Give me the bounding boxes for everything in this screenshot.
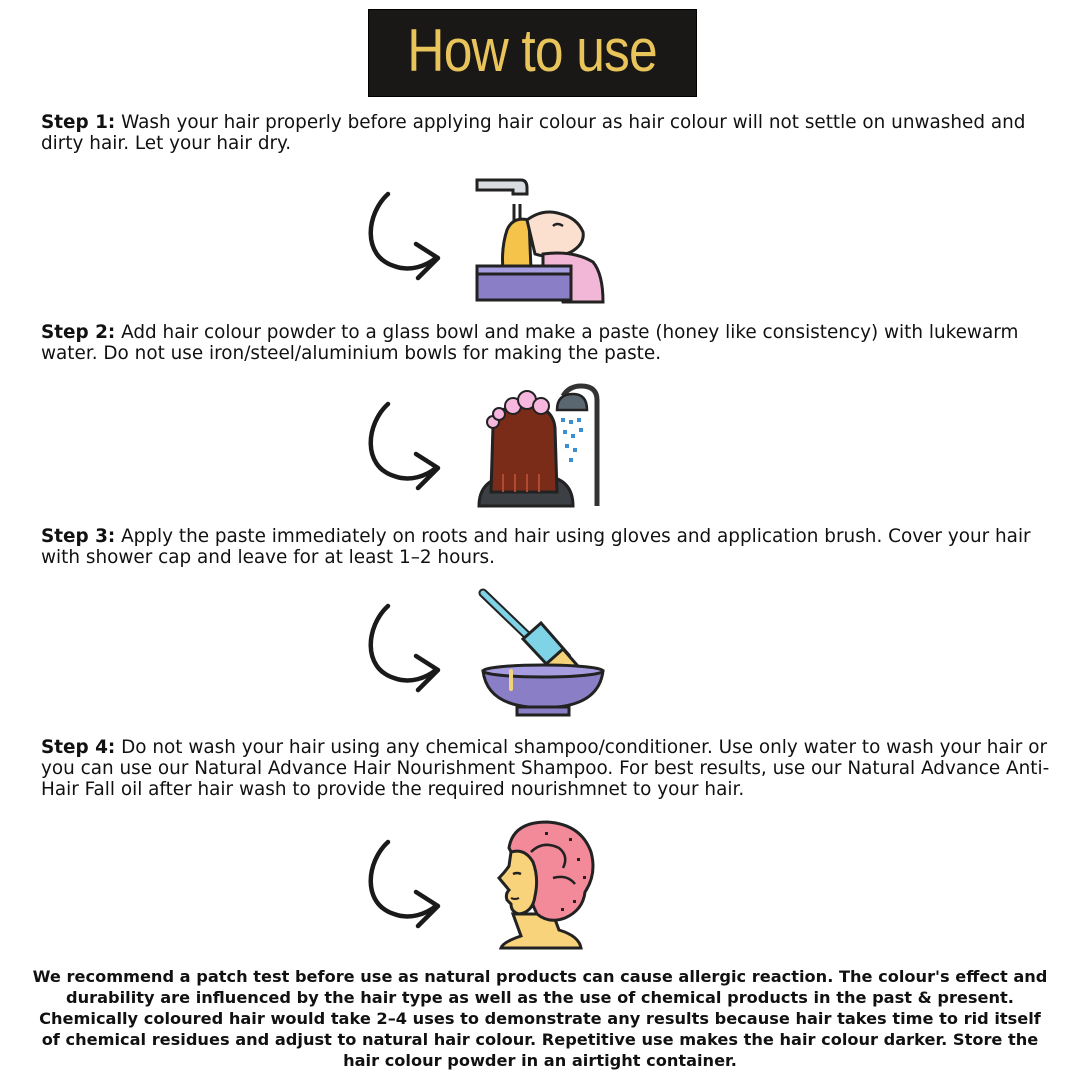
step-4-body: Do not wash your hair using any chemical shampoo/conditioner. Use only water to wash your hair or you can use our Natural Advance Hair Nourishment Shampoo. For best results, use our Natural Advance Anti-Hair Fall oil after hair wash to provide the required nourishmnet to your hair. [41, 737, 1050, 800]
step-2-text [41, 322, 1051, 364]
curved-arrow-icon [360, 598, 444, 698]
step-3-label: Step 3: [41, 526, 116, 547]
curved-arrow-icon [360, 834, 444, 934]
step-1-label: Step 1: [41, 112, 116, 133]
step-4-text [41, 737, 1051, 800]
brush-bowl-icon [473, 585, 608, 720]
shower-hair-icon [473, 380, 608, 515]
dyed-hair-profile-icon [473, 818, 608, 953]
step-3-text [41, 526, 1051, 568]
hair-wash-icon [473, 170, 608, 305]
step-1-text [41, 112, 1051, 154]
step-1-body: Wash your hair properly before applying hair colour as hair colour will not settle on unwashed and dirty hair. Let your hair dry. [41, 112, 1026, 154]
step-2-body: Add hair colour powder to a glass bowl and make a paste (honey like consistency) with lukewarm water. Do not use iron/steel/aluminium bowls for making the paste. [41, 322, 1019, 364]
page-title: How to use [407, 17, 658, 84]
curved-arrow-icon [360, 396, 444, 496]
curved-arrow-icon [360, 186, 444, 286]
step-3-body: Apply the paste immediately on roots and hair using gloves and application brush. Cover your hair with shower cap and leave for at least 1–2 hours. [41, 526, 1031, 568]
step-4-label: Step 4: [41, 737, 116, 758]
disclaimer-note: We recommend a patch test before use as natural products can cause allergic reaction. The colour's effect and durability are influenced by the hair type as well as the use of chemical products in the past & present. Chemically coloured hair would take 2–4 uses to demonstrate any results because hair takes time to rid itself of chemical residues and adjust to natural hair colour. Repetitive use makes the hair colour darker. Store the hair colour powder in an airtight container. [32, 967, 1048, 1070]
title-banner [368, 9, 697, 97]
step-2-label: Step 2: [41, 322, 116, 343]
